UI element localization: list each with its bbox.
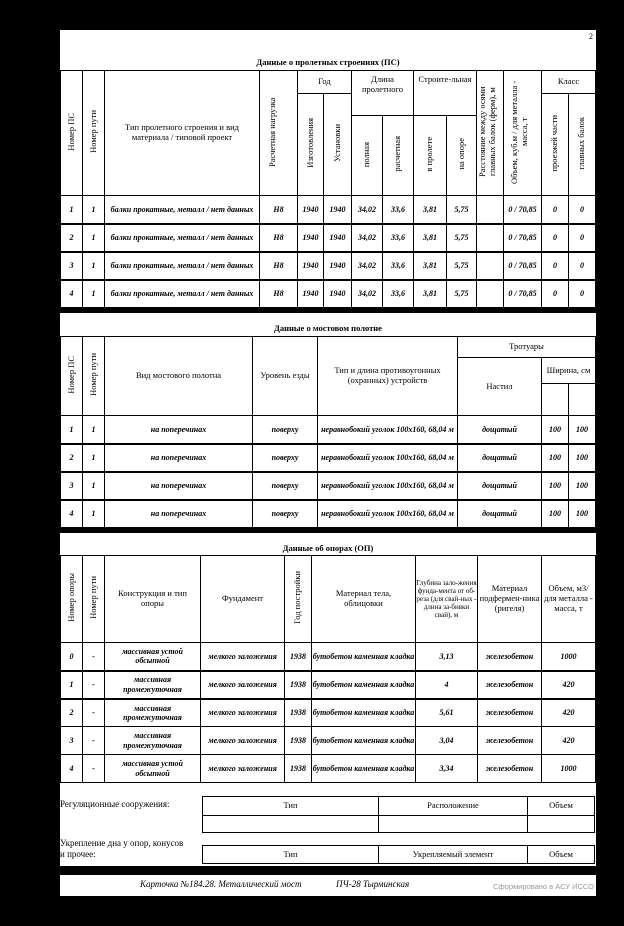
table-cell: 2: [61, 699, 83, 727]
header-num-track: Номер пути: [87, 576, 98, 620]
table-cell: 4: [61, 755, 83, 783]
table-cell: 3,81: [414, 224, 447, 252]
table-cell: 0: [61, 643, 83, 671]
table-cell: 1940: [324, 280, 352, 308]
table-cell: 0: [542, 252, 569, 280]
table-cell: Н8: [260, 280, 298, 308]
table-cell: 3: [61, 472, 83, 500]
header-length: Длина пролетного: [352, 71, 414, 116]
table-cell: 4: [416, 671, 478, 699]
table-cell: 3,13: [416, 643, 478, 671]
table-cell: 1: [83, 224, 105, 252]
table-cell: мелкого заложения: [201, 727, 285, 755]
table-cell: мелкого заложения: [201, 755, 285, 783]
table-cell: 1940: [298, 252, 324, 280]
header-volume: Объем: [528, 846, 595, 864]
table-cell: 0: [569, 224, 596, 252]
table-cell: 0: [569, 280, 596, 308]
table-cell: 3: [61, 727, 83, 755]
table-cell: 0 / 70,85: [504, 280, 542, 308]
table-cell: поверху: [253, 472, 318, 500]
header-year: Год постройки: [292, 571, 303, 625]
table-cell: 1: [61, 671, 83, 699]
header-flooring: Настил: [458, 358, 542, 416]
table-cell: поверху: [253, 444, 318, 472]
header-type: Тип пролетного строения и вид материала / типовой проект: [105, 71, 260, 196]
table-cell: балки прокатные, металл / нет данных: [105, 224, 260, 252]
table-cell: 0: [542, 196, 569, 224]
header-height-span: в пролете: [424, 136, 435, 172]
header-volume: Объем, куб.м / для металла - масса, т: [508, 79, 529, 184]
reinforcement-table: [202, 845, 595, 864]
table-cell: массивная устой обсыпной: [105, 643, 201, 671]
header-length-full: полная: [361, 141, 372, 167]
header-type: Тип: [203, 797, 379, 816]
table-cell: 0: [569, 252, 596, 280]
regulation-section: [60, 785, 596, 866]
header-cap: Материал подфермен-ника (ригеля): [478, 556, 542, 643]
table-row: [61, 472, 596, 500]
table-cell: 34,02: [352, 252, 383, 280]
regulation-label: Регуляционные сооружения:: [60, 799, 170, 809]
table-cell: 33,6: [383, 252, 414, 280]
table-cell: неравнобокий уголок 100х160, 68,04 м: [318, 472, 458, 500]
header-volume: Объем: [528, 797, 595, 816]
spans-table: [60, 70, 596, 308]
table-cell: 1940: [298, 280, 324, 308]
table-cell: 0: [542, 280, 569, 308]
deck-title: Данные о мостовом полотне: [274, 323, 382, 333]
deck-section: [60, 313, 596, 528]
table-cell: поверху: [253, 416, 318, 444]
supports-section: [60, 533, 596, 785]
table-cell: 5,75: [447, 224, 477, 252]
supports-title: Данные об опорах (ОП): [282, 543, 374, 553]
table-cell: 3: [61, 252, 83, 280]
table-cell: 1938: [285, 755, 312, 783]
table-cell: массивная промежуточная: [105, 727, 201, 755]
table-row: [61, 643, 596, 671]
table-row: [61, 671, 596, 699]
header-support-num: Номер опоры: [65, 573, 76, 622]
table-row: [61, 252, 596, 280]
table-cell: поверху: [253, 500, 318, 528]
table-cell: 1: [61, 196, 83, 224]
table-cell: 100: [569, 444, 596, 472]
table-cell: балки прокатные, металл / нет данных: [105, 252, 260, 280]
table-row: [61, 196, 596, 224]
table-cell: 100: [542, 444, 569, 472]
table-cell: 34,02: [352, 280, 383, 308]
table-cell: неравнобокий уголок 100х160, 68,04 м: [318, 500, 458, 528]
table-cell: 1: [83, 472, 105, 500]
table-cell: 5,75: [447, 196, 477, 224]
division-name: ПЧ-28 Тырминская: [336, 879, 410, 889]
header-year-installed: Установки: [331, 124, 342, 163]
table-cell: 3,34: [416, 755, 478, 783]
table-cell: на поперечинах: [105, 444, 253, 472]
table-cell: массивная устой обсыпной: [105, 755, 201, 783]
table-cell: 420: [542, 671, 596, 699]
table-cell: Н8: [260, 196, 298, 224]
header-length-calc: расчетная: [392, 136, 403, 172]
table-cell: бутобетон каменная кладка: [312, 699, 416, 727]
table-cell: 100: [569, 500, 596, 528]
table-cell: бутобетон каменная кладка: [312, 643, 416, 671]
table-cell: 33,6: [383, 280, 414, 308]
table-cell: 100: [542, 472, 569, 500]
table-cell: 1938: [285, 671, 312, 699]
header-num-track: Номер пути: [87, 110, 98, 154]
table-cell: -: [83, 727, 105, 755]
page-sheet: [60, 30, 596, 308]
table-cell: 100: [542, 500, 569, 528]
header-construction: Конструкция и тип опоры: [105, 556, 201, 643]
table-cell: на поперечинах: [105, 500, 253, 528]
table-cell: [477, 280, 504, 308]
table-cell: балки прокатные, металл / нет данных: [105, 196, 260, 224]
table-cell: 2: [61, 444, 83, 472]
table-cell: 4: [61, 500, 83, 528]
table-row: [61, 224, 596, 252]
header-height-support: на опоре: [455, 138, 466, 170]
table-cell: дощатый: [458, 472, 542, 500]
table-cell: 100: [569, 416, 596, 444]
table-cell: -: [83, 671, 105, 699]
table-cell: дощатый: [458, 500, 542, 528]
header-class-beams: главных балок: [576, 116, 587, 170]
table-cell: 0 / 70,85: [504, 224, 542, 252]
table-cell: неравнобокий уголок 100х160, 68,04 м: [318, 444, 458, 472]
table-cell: [477, 224, 504, 252]
table-cell: [477, 252, 504, 280]
table-cell: 1938: [285, 699, 312, 727]
table-cell: 1938: [285, 727, 312, 755]
header-load: Расчетная нагрузка: [266, 96, 277, 167]
deck-table: [60, 336, 596, 528]
table-row: [61, 699, 596, 727]
table-cell: 420: [542, 699, 596, 727]
table-cell: 1000: [542, 755, 596, 783]
table-cell: 1940: [298, 196, 324, 224]
header-level: Уровень езды: [253, 337, 318, 416]
table-cell: 0 / 70,85: [504, 252, 542, 280]
table-cell: 2: [61, 224, 83, 252]
table-cell: 33,6: [383, 224, 414, 252]
table-cell: массивная промежуточная: [105, 699, 201, 727]
table-cell: 1: [83, 416, 105, 444]
regulation-table: [202, 796, 595, 833]
table-cell: балки прокатные, металл / нет данных: [105, 280, 260, 308]
table-row: [61, 500, 596, 528]
table-cell: 1940: [324, 196, 352, 224]
table-cell: 34,02: [352, 224, 383, 252]
table-cell: 0 / 70,85: [504, 196, 542, 224]
table-row: [61, 416, 596, 444]
table-cell: неравнобокий уголок 100х160, 68,04 м: [318, 416, 458, 444]
table-cell: 5,61: [416, 699, 478, 727]
table-cell: массивная промежуточная: [105, 671, 201, 699]
table-cell: 1: [83, 252, 105, 280]
header-foundation: Фундамент: [201, 556, 285, 643]
header-num-ps: Номер ПС: [65, 112, 76, 151]
page-number: 2: [589, 32, 593, 41]
header-num-ps: Номер ПС: [65, 355, 76, 394]
table-cell: на поперечинах: [105, 416, 253, 444]
table-row: [61, 280, 596, 308]
footer: [60, 875, 596, 896]
header-class-deck: проезжей части: [549, 114, 560, 172]
table-cell: 3,04: [416, 727, 478, 755]
table-cell: железобетон: [478, 671, 542, 699]
header-location: Расположение: [379, 797, 528, 816]
table-cell: 1000: [542, 643, 596, 671]
header-num-track: Номер пути: [87, 353, 98, 397]
table-cell: 1: [83, 444, 105, 472]
table-cell: бутобетон каменная кладка: [312, 755, 416, 783]
table-cell: бутобетон каменная кладка: [312, 671, 416, 699]
table-row: [61, 727, 596, 755]
table-cell: дощатый: [458, 444, 542, 472]
table-cell: железобетон: [478, 755, 542, 783]
table-cell: Н8: [260, 224, 298, 252]
header-distance: Расстояние между осями главных балок (ферм), м: [477, 86, 497, 177]
table-cell: 5,75: [447, 252, 477, 280]
table-cell: -: [83, 643, 105, 671]
table-cell: на поперечинах: [105, 472, 253, 500]
header-volume: Объем, м3/ для металла - масса, т: [542, 556, 596, 643]
table-cell: 3,81: [414, 252, 447, 280]
table-row: [61, 444, 596, 472]
table-cell: 1940: [298, 224, 324, 252]
card-title: Карточка №184.28. Металлический мост: [140, 879, 302, 889]
header-class: Класс: [542, 71, 596, 94]
table-cell: 1: [61, 416, 83, 444]
table-cell: 1: [83, 196, 105, 224]
table-cell: 3,81: [414, 280, 447, 308]
table-cell: Н8: [260, 252, 298, 280]
table-cell: дощатый: [458, 416, 542, 444]
table-cell: 34,02: [352, 196, 383, 224]
table-cell: 1938: [285, 643, 312, 671]
table-cell: -: [83, 699, 105, 727]
table-cell: 100: [569, 472, 596, 500]
table-cell: 1940: [324, 224, 352, 252]
table-cell: 0: [542, 224, 569, 252]
table-cell: железобетон: [478, 699, 542, 727]
table-cell: железобетон: [478, 727, 542, 755]
header-deck-type: Вид мостового полотна: [105, 337, 253, 416]
table-cell: железобетон: [478, 643, 542, 671]
header-type: Тип: [203, 846, 379, 864]
table-cell: -: [83, 755, 105, 783]
header-element: Укрепляемый элемент: [379, 846, 528, 864]
table-cell: 1: [83, 280, 105, 308]
header-material: Материал тела, облицовки: [312, 556, 416, 643]
table-cell: мелкого заложения: [201, 699, 285, 727]
spans-title: Данные о пролетных строениях (ПС): [256, 57, 400, 67]
table-cell: 420: [542, 727, 596, 755]
table-row: [61, 755, 596, 783]
reinforcement-label: Укрепление дна у опор, конусов и прочее:: [60, 838, 184, 859]
header-depth: Глубина зало-жения фунда-мента от об-реза (для свай-ных - длина за-бивки свай), м: [416, 556, 478, 643]
header-width: Ширина, см: [542, 358, 596, 384]
table-cell: 33,6: [383, 196, 414, 224]
table-cell: мелкого заложения: [201, 671, 285, 699]
table-cell: бутобетон каменная кладка: [312, 727, 416, 755]
table-cell: 0: [569, 196, 596, 224]
table-cell: [477, 196, 504, 224]
table-cell: 1: [83, 500, 105, 528]
table-cell: 3,81: [414, 196, 447, 224]
generated-note: Сформировано в АСУ ИССО: [493, 882, 594, 891]
header-guard: Тип и длина противоугонных (охранных) устройств: [318, 337, 458, 416]
table-cell: 1940: [324, 252, 352, 280]
supports-table: [60, 555, 596, 783]
table-cell: 5,75: [447, 280, 477, 308]
header-sidewalks: Тротуары: [458, 337, 596, 358]
table-cell: мелкого заложения: [201, 643, 285, 671]
table-cell: 4: [61, 280, 83, 308]
header-year: Год: [298, 71, 352, 94]
header-year-made: Изготовления: [304, 118, 315, 168]
header-height: Строите-льная: [414, 71, 477, 116]
table-cell: 100: [542, 416, 569, 444]
